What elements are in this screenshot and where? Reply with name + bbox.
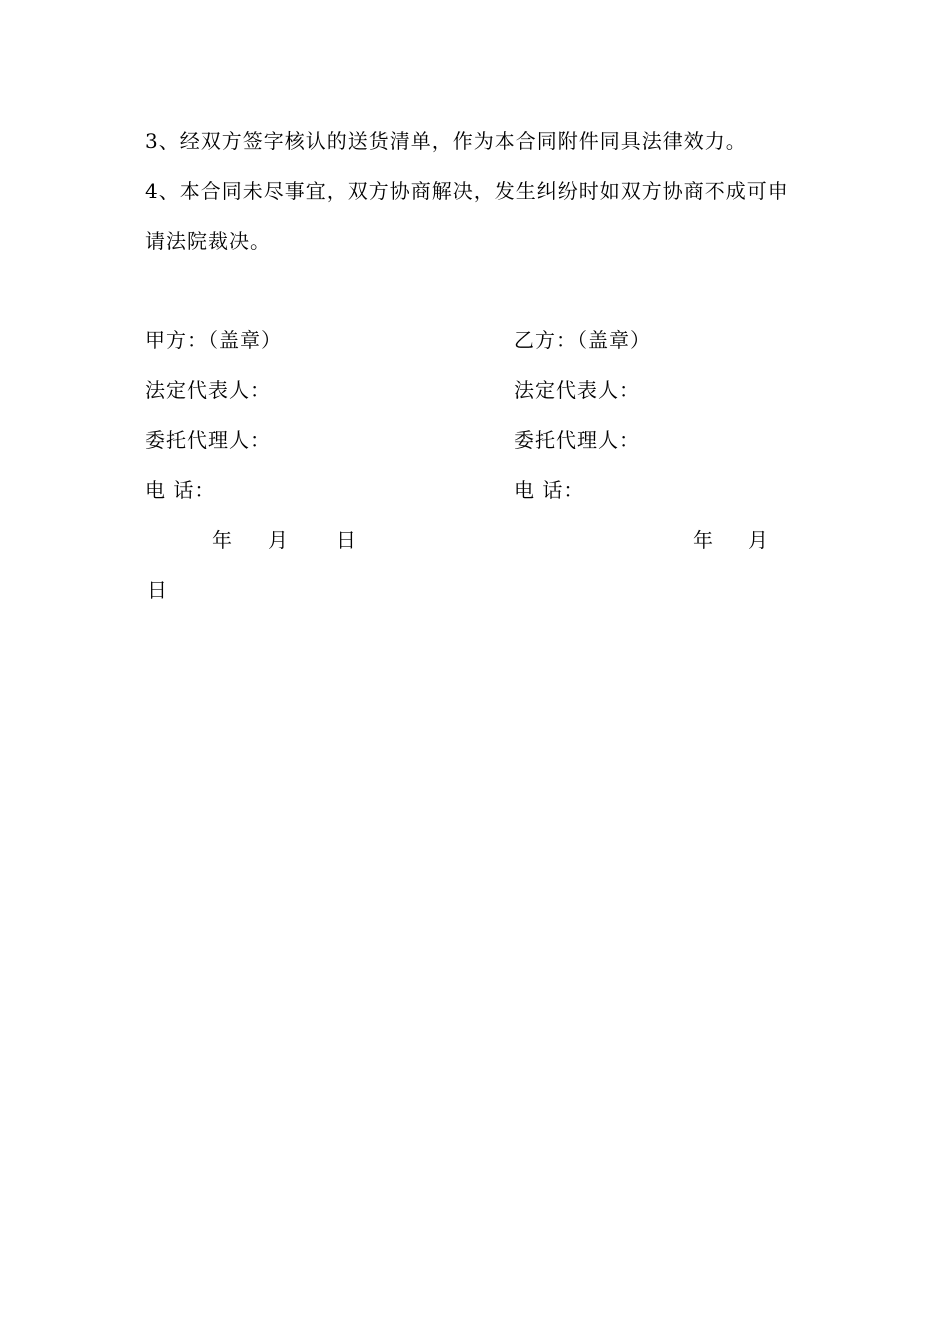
party-a-day-label: 日 xyxy=(336,528,357,552)
party-a-month-label: 月 xyxy=(268,528,289,552)
party-b-agent-label: 委托代理人： xyxy=(514,428,640,452)
party-b-seal-label: 乙方：（盖章） xyxy=(514,328,651,352)
party-b-year-label: 年 xyxy=(693,528,714,552)
clause-4-line-1: 4、本合同未尽事宜，双方协商解决，发生纠纷时如双方协商不成可申 xyxy=(145,179,789,203)
party-b-month-label: 月 xyxy=(748,528,769,552)
clause-4-line-2: 请法院裁决。 xyxy=(145,229,271,253)
party-a-seal-label: 甲方：（盖章） xyxy=(145,328,282,352)
party-a-year-label: 年 xyxy=(212,528,233,552)
party-b-legal-rep-label: 法定代表人： xyxy=(514,378,640,402)
clause-3: 3、经双方签字核认的送货清单，作为本合同附件同具法律效力。 xyxy=(145,129,747,153)
party-a-agent-label: 委托代理人： xyxy=(145,428,271,452)
party-a-phone-label: 电 话： xyxy=(145,478,216,502)
party-b-day-label: 日 xyxy=(147,578,168,602)
party-b-phone-label: 电 话： xyxy=(514,478,585,502)
party-a-legal-rep-label: 法定代表人： xyxy=(145,378,271,402)
